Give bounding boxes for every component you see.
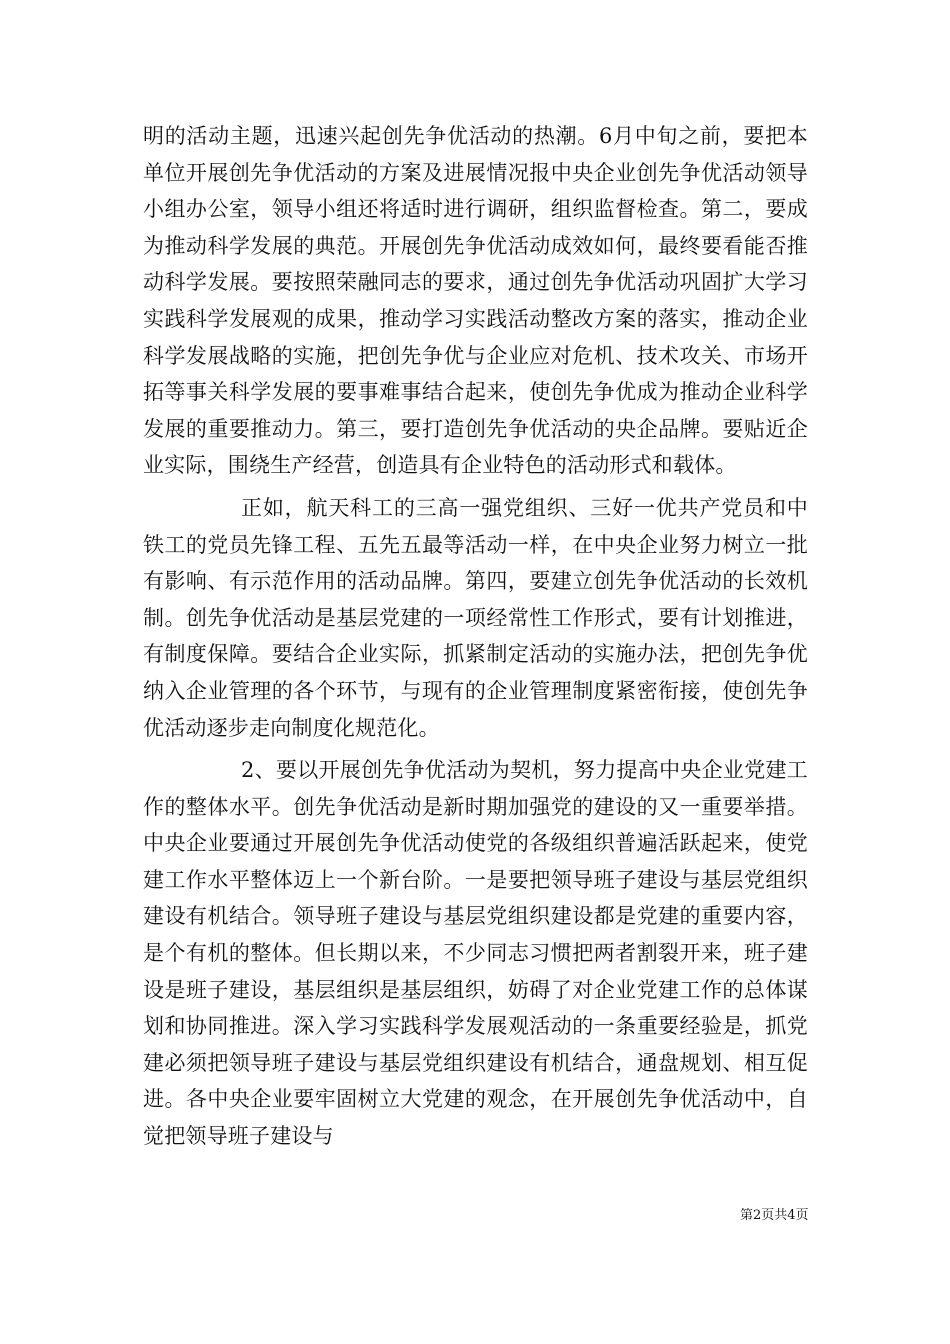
paragraph-3: 2、要以开展创先争优活动为契机，努力提高中央企业党建工作的整体水平。创先争优活动是新时期加强党的建设的又一重要举措。中央企业要通过开展创先争优活动使党的各级组织普遍活跃起来，使党建工作水平整体迈上一个新台阶。一是要把领导班子建设与基层党组织建设有机结合。领导班子建设与基层党组织建设都是党建的重要内容，是个有机的整体。但长期以来，不少同志习惯把两者割裂开来，班子建设是班子建设，基层组织是基层组织，妨碍了对企业党建工作的总体谋划和协同推进。深入学习实践科学发展观活动的一条重要经验是，抓党建必须把领导班子建设与基层党组织建设有机结合，通盘规划、相互促进。各中央企业要牢固树立大党建的观念，在开展创先争优活动中，自觉把领导班子建设与 (143, 758, 808, 1149)
document-body (143, 118, 808, 1155)
paragraph-1: 明的活动主题，迅速兴起创先争优活动的热潮。6月中旬之前，要把本单位开展创先争优活动的方案及进展情况报中央企业创先争优活动领导小组办公室，领导小组还将适时进行调研，组织监督检查。第二，要成为推动科学发展的典范。开展创先争优活动成效如何，最终要看能否推动科学发展。要按照荣融同志的要求，通过创先争优活动巩固扩大学习实践科学发展观的成果，推动学习实践活动整改方案的落实，推动企业科学发展战略的实施，把创先争优与企业应对危机、技术攻关、市场开拓等事关科学发展的要事难事结合起来，使创先争优成为推动企业科学发展的重要推动力。第三，要打造创先争优活动的央企品牌。要贴近企业实际，围绕生产经营，创造具有企业特色的活动形式和载体。 (143, 124, 808, 478)
paragraph-2: 正如，航天科工的三高一强党组织、三好一优共产党员和中铁工的党员先锋工程、五先五最等活动一样，在中央企业努力树立一批有影响、有示范作用的活动品牌。第四，要建立创先争优活动的长效机制。创先争优活动是基层党建的一项经常性工作形式，要有计划推进，有制度保障。要结合企业实际，抓紧制定活动的实施办法，把创先争优纳入企业管理的各个环节，与现有的企业管理制度紧密衔接，使创先争优活动逐步走向制度化规范化。 (143, 495, 808, 740)
page-number-footer: 第2页共4页 (740, 1208, 809, 1223)
